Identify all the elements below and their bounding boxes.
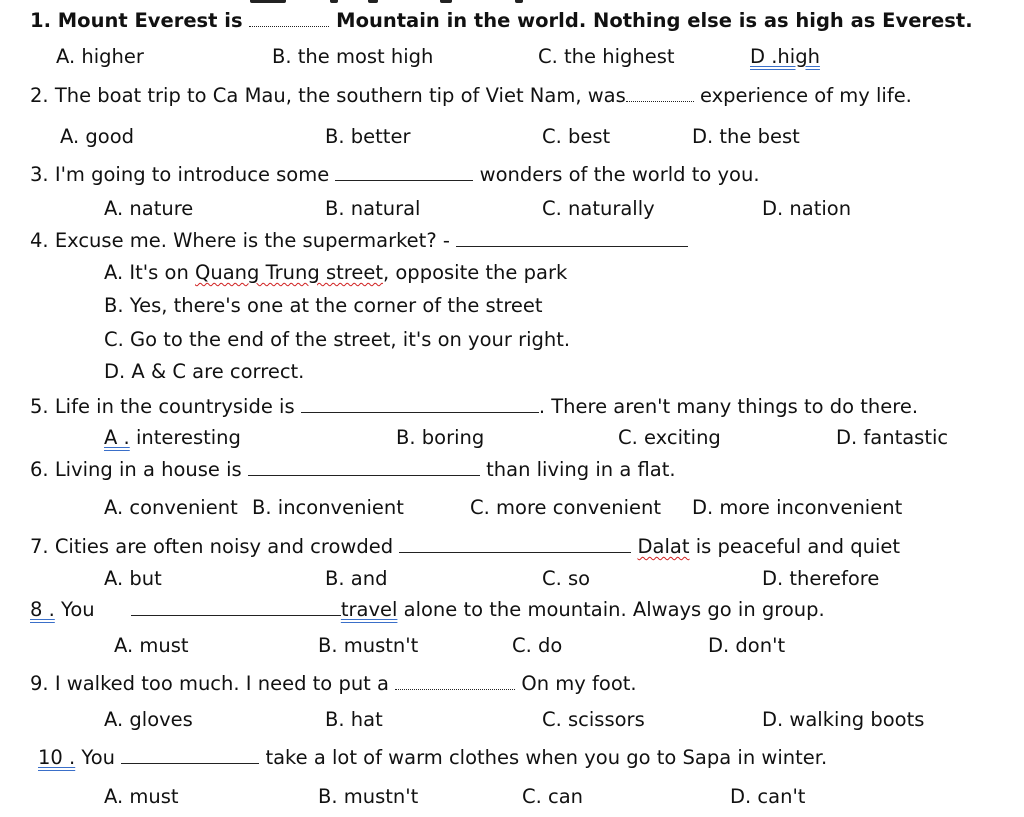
question-number: 6. <box>30 458 49 481</box>
option-b: B. natural <box>325 197 421 220</box>
answer-blank <box>301 395 539 413</box>
question-text: Cities are often noisy and crowded <box>54 535 394 558</box>
question-6 <box>30 458 676 482</box>
option-a-text: A. It's on <box>104 261 195 284</box>
question-2 <box>30 84 912 108</box>
question-text: I walked too much. I need to put a <box>54 672 389 695</box>
option-a: A. must <box>104 785 179 808</box>
option-a: A. must <box>114 634 189 657</box>
option-c: C. can <box>522 785 584 808</box>
question-9 <box>30 672 637 696</box>
option-a <box>104 426 241 450</box>
option-a: A. convenient <box>104 496 238 519</box>
option-b: B. mustn't <box>318 634 419 657</box>
question-text: I'm going to introduce some <box>54 163 330 186</box>
option-d: D. the best <box>692 125 800 148</box>
question-7 <box>30 535 900 559</box>
option-c: C. best <box>542 125 611 148</box>
option-c: C. do <box>512 634 563 657</box>
option-c: C. the highest <box>538 45 675 68</box>
answer-blank <box>335 163 473 181</box>
question-number: 1. <box>30 9 51 32</box>
option-d: D. therefore <box>762 567 880 590</box>
option-a: A. but <box>104 567 162 590</box>
option-c: C. scissors <box>542 708 645 731</box>
question-3 <box>30 163 760 187</box>
question-text: Living in a house is <box>54 458 242 481</box>
question-text: Mount Everest is <box>57 9 243 32</box>
option-b: B. inconvenient <box>252 496 404 519</box>
question-8 <box>30 598 825 622</box>
city-name: Dalat <box>637 535 690 558</box>
question-10 <box>38 746 827 770</box>
option-a: A. nature <box>104 197 194 220</box>
option-d: D .high <box>750 45 820 68</box>
option-a: A. higher <box>56 45 144 68</box>
answer-blank <box>121 746 259 764</box>
option-d: D. fantastic <box>836 426 949 449</box>
option-a: A. gloves <box>104 708 193 731</box>
question-number: 5. <box>30 395 49 418</box>
question-text: experience of my life. <box>699 84 912 107</box>
question-text: is peaceful and quiet <box>695 535 901 558</box>
question-text: Excuse me. Where is the supermarket? - <box>54 229 450 252</box>
option-d: D. walking boots <box>762 708 925 731</box>
question-number: 7. <box>30 535 49 558</box>
option-a-text: interesting <box>135 426 241 449</box>
option-b: B. mustn't <box>318 785 419 808</box>
question-number: 8 . <box>30 598 55 621</box>
question-number: 2. <box>30 84 49 107</box>
option-c: C. naturally <box>542 197 655 220</box>
question-text: Mountain in the world. Nothing else is as high as Everest. <box>336 9 973 32</box>
option-b: B. and <box>325 567 388 590</box>
question-text: than living in a flat. <box>486 458 676 481</box>
cropped-previous-line <box>0 0 1024 4</box>
question-number: 10 . <box>38 746 76 769</box>
answer-blank <box>626 84 694 102</box>
option-a-text-end: , opposite the park <box>382 261 568 284</box>
street-name: Quang Trung street <box>195 261 383 284</box>
option-c: C. Go to the end of the street, it's on your right. <box>104 328 571 351</box>
option-d: D. can't <box>730 785 806 808</box>
question-text: You <box>81 746 116 769</box>
option-b: B. better <box>325 125 411 148</box>
question-4 <box>30 229 688 253</box>
question-text: alone to the mountain. Always go in group. <box>403 598 825 621</box>
question-number: 3. <box>30 163 49 186</box>
option-b: B. boring <box>396 426 485 449</box>
option-a <box>104 261 567 285</box>
answer-blank <box>248 458 480 476</box>
option-c: C. more convenient <box>470 496 662 519</box>
question-text: Life in the countryside is <box>54 395 295 418</box>
answer-blank <box>131 598 341 616</box>
option-b: B. the most high <box>272 45 434 68</box>
question-text: take a lot of warm clothes when you go to Sapa in winter. <box>265 746 828 769</box>
option-a-letter: A . <box>104 426 130 449</box>
question-text: The boat trip to Ca Mau, the southern tip of Viet Nam, was <box>54 84 626 107</box>
question-text: . There aren't many things to do there. <box>538 395 919 418</box>
question-1 <box>30 9 973 33</box>
answer-blank <box>456 229 688 247</box>
answer-blank <box>395 672 515 690</box>
option-c: C. so <box>542 567 591 590</box>
option-b: B. Yes, there's one at the corner of the street <box>104 294 543 317</box>
option-b: B. hat <box>325 708 383 731</box>
option-a: A. good <box>60 125 135 148</box>
option-d: D. A & C are correct. <box>104 360 305 383</box>
question-text: You <box>61 598 95 621</box>
answer-blank <box>399 535 631 553</box>
question-text: On my foot. <box>521 672 637 695</box>
question-5 <box>30 395 918 419</box>
question-number: 9. <box>30 672 49 695</box>
option-c: C. exciting <box>618 426 721 449</box>
option-d: D. don't <box>708 634 786 657</box>
question-number: 4. <box>30 229 49 252</box>
verb-word: travel <box>340 598 398 621</box>
option-d: D. nation <box>762 197 852 220</box>
answer-blank <box>249 9 329 27</box>
question-text: wonders of the world to you. <box>479 163 760 186</box>
option-d: D. more inconvenient <box>692 496 903 519</box>
